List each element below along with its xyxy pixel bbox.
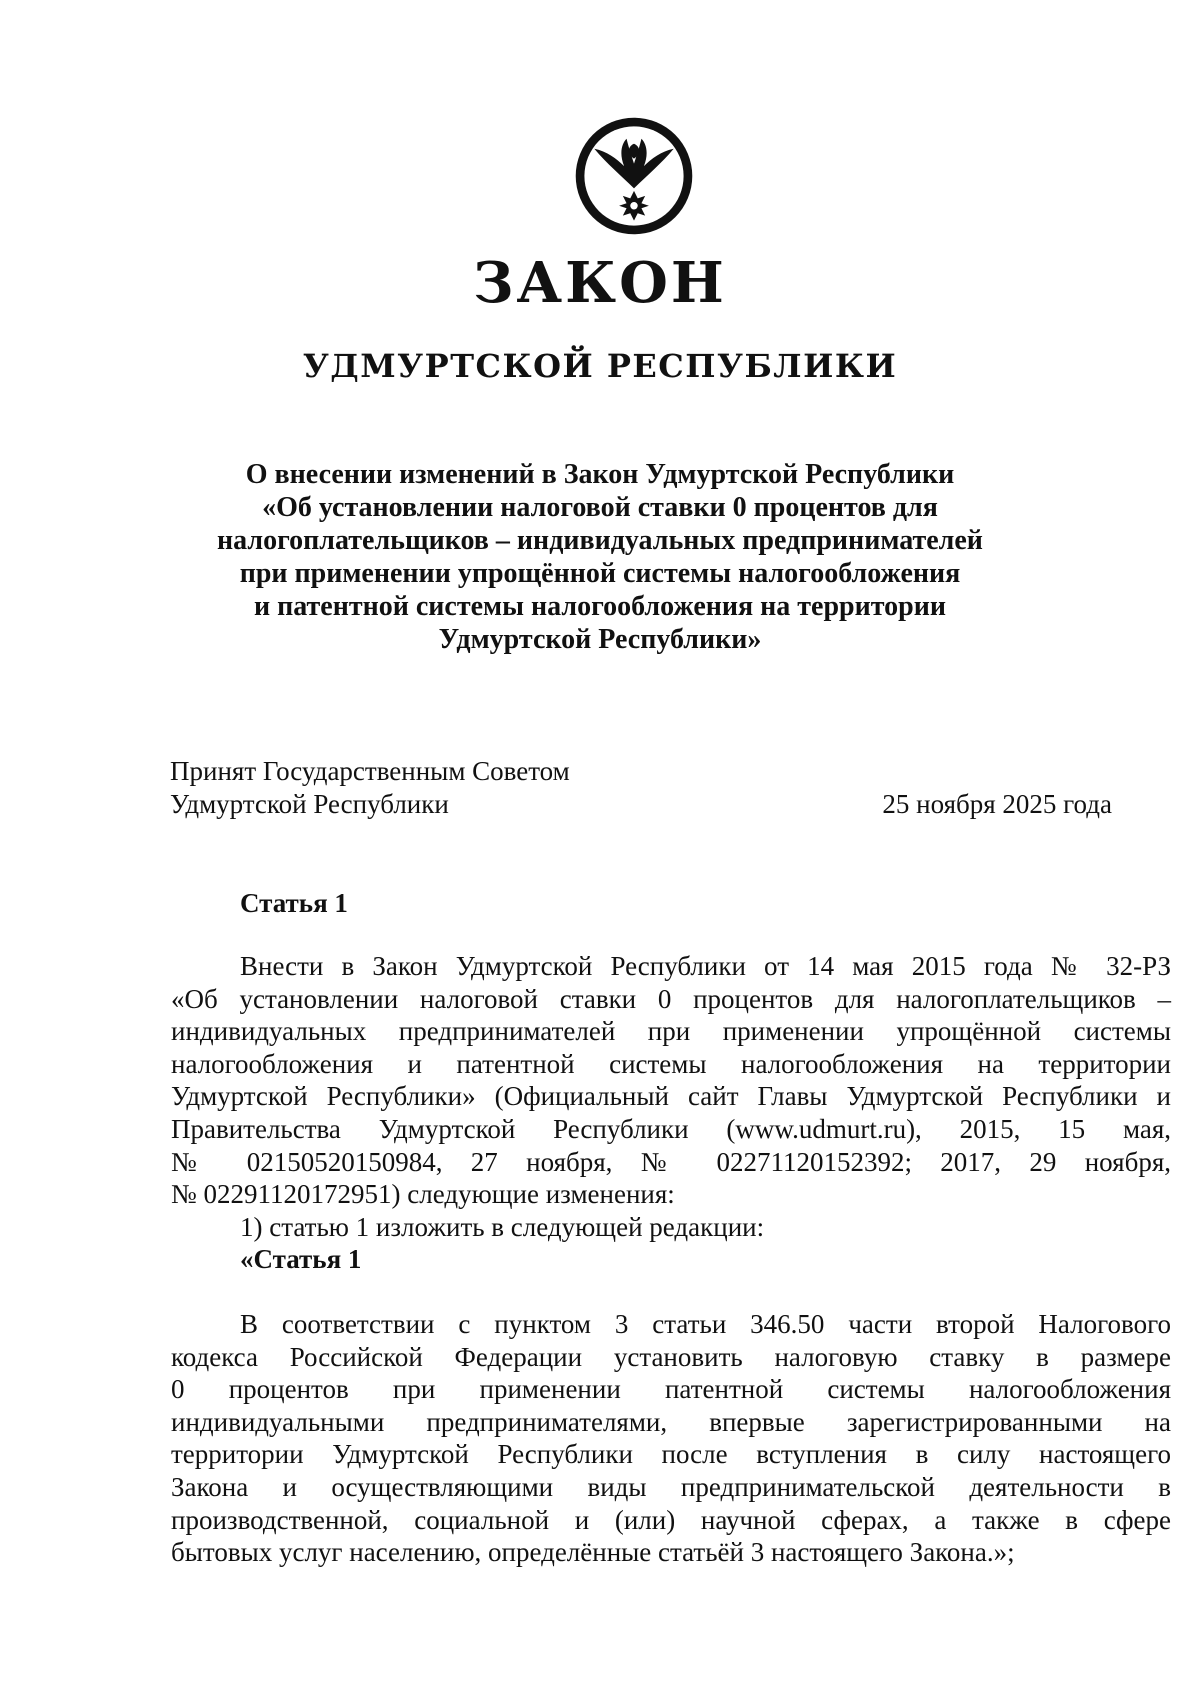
paragraph-line: В соответствии с пунктом 3 статьи 346.50 части второй Налогового <box>240 1309 1171 1339</box>
adoption-line: Удмуртской Республики <box>170 789 449 819</box>
paragraph-line: Удмуртской Республики» (Официальный сайт Главы Удмуртской Республики и <box>171 1081 1171 1112</box>
paragraph-line: 1) статью 1 изложить в следующей редакции: <box>240 1211 765 1242</box>
paragraph-line: индивидуальными предпринимателями, впервые зарегистрированными на <box>171 1406 1171 1437</box>
law-name-line: Удмуртской Республики» <box>438 624 762 655</box>
paragraph-line: Правительства Удмуртской Республики (www.udmurt.ru), 2015, 15 мая, <box>171 1113 1171 1144</box>
article-heading: Статья 1 <box>240 888 348 918</box>
law-subtitle: УДМУРТСКОЙ РЕСПУБЛИКИ <box>302 347 898 385</box>
paragraph-line: № 02150520150984, 27 ноября, № 02271120152392; 2017, 29 ноября, <box>171 1146 1171 1177</box>
paragraph-line: «Об установлении налоговой ставки 0 процентов для налогоплательщиков – <box>171 983 1171 1014</box>
paragraph-line: Закона и осуществляющими виды предпринимательской деятельности в <box>171 1471 1171 1502</box>
paragraph-line: кодекса Российской Федерации установить налоговую ставку в размере <box>171 1341 1171 1372</box>
paragraph-line: бытовых услуг населению, определённые статьёй 3 настоящего Закона.»; <box>171 1537 1015 1568</box>
adoption-date: 25 ноября 2025 года <box>882 789 1112 819</box>
paragraph-line: Внести в Закон Удмуртской Республики от 14 мая 2015 года № 32-РЗ <box>240 951 1171 981</box>
new-article-heading: «Статья 1 <box>240 1244 362 1275</box>
paragraph-line: территории Удмуртской Республики после вступления в силу настоящего <box>171 1439 1171 1470</box>
law-name-line: и патентной системы налогообложения на территории <box>254 591 946 622</box>
adoption-statement <box>170 755 570 821</box>
law-name-line: при применении упрощённой системы налогообложения <box>239 558 961 589</box>
law-name-line: налогоплательщиков – индивидуальных предпринимателей <box>217 525 983 556</box>
article-body <box>171 950 1171 1276</box>
coat-of-arms-icon <box>572 114 696 238</box>
paragraph-line: № 02291120172951) следующие изменения: <box>171 1179 675 1210</box>
law-name-line: О внесении изменений в Закон Удмуртской Республики <box>245 459 955 490</box>
paragraph-line: 0 процентов при применении патентной системы налогообложения <box>171 1374 1171 1405</box>
paragraph-line: производственной, социальной и (или) научной сферах, а также в сфере <box>171 1504 1171 1535</box>
law-title: ЗАКОН <box>473 250 727 316</box>
paragraph-line: налогообложения и патентной системы налогообложения на территории <box>171 1048 1171 1079</box>
law-name <box>180 458 1020 656</box>
new-article-body <box>171 1308 1171 1569</box>
law-name-line: «Об установлении налоговой ставки 0 процентов для <box>262 492 938 523</box>
adoption-line: Принят Государственным Советом <box>170 756 570 786</box>
paragraph-line: индивидуальных предпринимателей при применении упрощённой системы <box>171 1016 1171 1047</box>
